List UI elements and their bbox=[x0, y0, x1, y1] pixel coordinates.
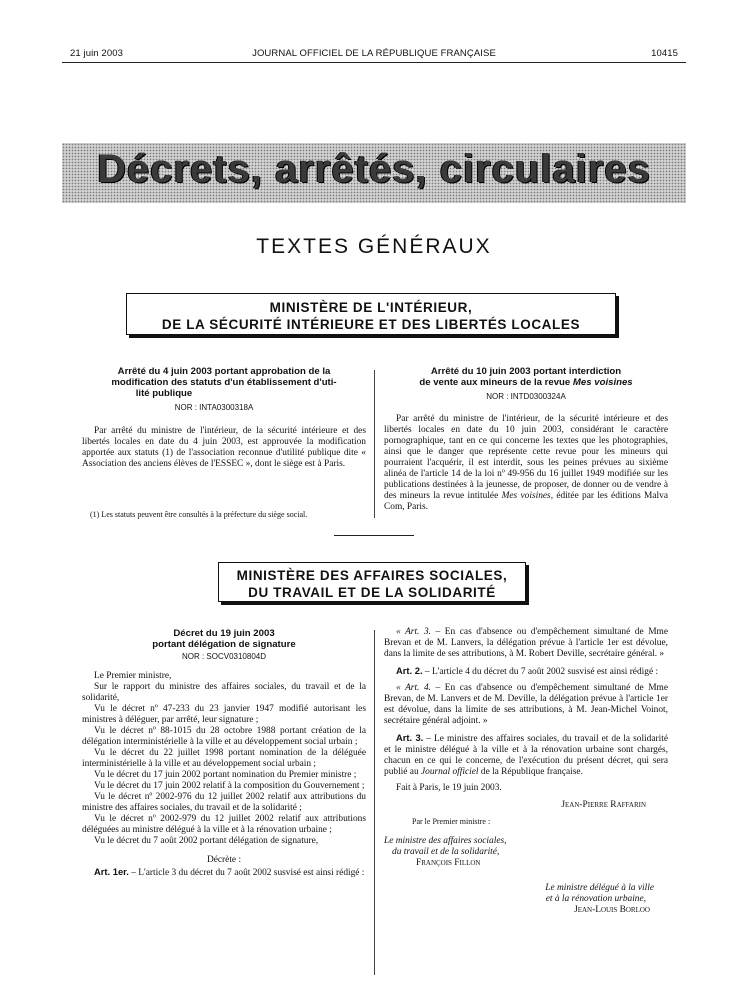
article-label: Art. 3. bbox=[396, 732, 424, 743]
nor-reference: NOR : INTD0300324A bbox=[486, 392, 566, 401]
column-divider bbox=[374, 630, 375, 975]
decrete: Décrète : bbox=[206, 855, 242, 865]
article-2 bbox=[384, 665, 668, 678]
banner-title: Décrets, arrêtés, circulaires bbox=[97, 147, 651, 191]
text-body bbox=[384, 414, 668, 513]
text-title-line: Arrêté du 10 juin 2003 portant interdiction bbox=[430, 366, 622, 377]
text-title-line: Arrêté du 4 juin 2003 portant approbation de la bbox=[117, 366, 331, 377]
nor-reference: NOR : SOCV0310804D bbox=[181, 652, 267, 661]
article-text: – En cas d'absence ou d'empêchement simultané de Mme Brevan, de M. Lanvers et de M. Deville, la délégation prévue à l'article 1er est dévolue, dans la limite de ses attributions, à M. Jean-Michel Voinot, secrétaire général adjoint. » bbox=[384, 683, 668, 726]
ministry-title-line2: DU TRAVAIL ET DE LA SOLIDARITÉ bbox=[248, 585, 496, 600]
text-title-line: lité publique bbox=[135, 388, 193, 399]
paragraph: Vu le décret nº 88-1015 du 28 octobre 1988 portant création de la délégation interministérielle à la ville et au développement social urbain ; bbox=[82, 726, 366, 747]
text-decret-19-juin bbox=[82, 628, 366, 879]
article-label: Art. 1er. bbox=[94, 866, 129, 877]
text-body bbox=[384, 627, 668, 794]
revue-name: Mes voisines bbox=[572, 377, 633, 388]
text-title-part: de vente aux mineurs de la revue bbox=[419, 377, 573, 388]
paragraph: Le Premier ministre, bbox=[94, 671, 172, 681]
article-text: – Le ministre des affaires sociales, du travail et de la solidarité et le ministre délégué à la ville et à la rénovation urbaine sont chargés, chacun en ce qui le concerne, de l'exécution du présent décret, qui sera publié au bbox=[384, 734, 668, 777]
section-title: TEXTES GÉNÉRAUX bbox=[256, 235, 492, 258]
signature-pm: Jean-Pierre Raffarin bbox=[561, 800, 646, 810]
minister-title-line: Le ministre des affaires sociales, bbox=[384, 836, 507, 846]
ministry-title-line2: DE LA SÉCURITÉ INTÉRIEURE ET DES LIBERTÉS LOCALES bbox=[161, 317, 581, 332]
ministry-box-social bbox=[218, 562, 526, 602]
body-part: , éditée par les éditions Malva Com, Paris. bbox=[384, 491, 668, 512]
paragraph: Vu le décret du 17 juin 2002 relatif à la composition du Gouvernement ; bbox=[94, 781, 365, 791]
text-body bbox=[82, 671, 366, 879]
text-arrete-4-juin bbox=[82, 366, 366, 520]
minister-affaires-sociales bbox=[384, 836, 668, 869]
page-number: 10415 bbox=[651, 48, 678, 59]
minister-title-line: Le ministre délégué à la ville bbox=[545, 883, 654, 893]
article-text: – L'article 3 du décret du 7 août 2002 susvisé est ainsi rédigé : bbox=[128, 868, 365, 878]
text-title-line: modification des statuts d'un établissement d'uti- bbox=[111, 377, 337, 388]
minister-ville bbox=[384, 883, 668, 916]
text-title-line: Décret du 19 juin 2003 bbox=[173, 628, 275, 639]
paragraph: Vu le décret nº 2002-976 du 12 juillet 2002 relatif aux attributions du ministre des affaires sociales, du travail et de la solidarité ; bbox=[82, 792, 366, 813]
article-text: – L'article 4 du décret du 7 août 2002 susvisé est ainsi rédigé : bbox=[422, 667, 659, 677]
ministry-box-interior bbox=[126, 293, 616, 335]
nor-reference: NOR : INTA0300318A bbox=[174, 403, 254, 412]
separator-rule bbox=[334, 535, 414, 536]
revue-name: Mes voisines bbox=[501, 491, 551, 501]
done-at: Fait à Paris, le 19 juin 2003. bbox=[396, 783, 502, 793]
paragraph: Vu le décret nº 47-233 du 23 janvier 1947 modifié autorisant les ministres à déléguer, par arrêté, leur signature ; bbox=[82, 704, 366, 725]
paragraph: Vu le décret nº 2002-979 du 12 juillet 2002 relatif aux attributions déléguées au ministre délégué à la ville et à la rénovation urbaine ; bbox=[82, 814, 366, 835]
signature-fillon: François Fillon bbox=[416, 858, 481, 868]
quoted-article-3 bbox=[384, 627, 668, 660]
paragraph: Vu le décret du 22 juillet 1998 portant nomination de la déléguée interministérielle à la ville et au développement social urbain ; bbox=[82, 748, 366, 769]
minister-title-line: du travail et de la solidarité, bbox=[392, 847, 500, 857]
article-text: de la République française. bbox=[478, 767, 583, 777]
column-divider bbox=[374, 370, 375, 518]
article-label: « Art. 4. bbox=[396, 683, 431, 693]
header-date: 21 juin 2003 bbox=[70, 48, 123, 59]
ministry-title-line1: MINISTÈRE DES AFFAIRES SOCIALES, bbox=[236, 568, 508, 583]
journal-title: JOURNAL OFFICIEL DE LA RÉPUBLIQUE FRANÇAISE bbox=[252, 48, 496, 59]
text-title-line: portant délégation de signature bbox=[152, 639, 296, 650]
paragraph: Vu le décret du 17 juin 2002 portant nomination du Premier ministre ; bbox=[94, 770, 357, 780]
text-decret-continued bbox=[384, 627, 668, 916]
article-3 bbox=[384, 732, 668, 778]
article-label: « Art. 3. bbox=[396, 627, 431, 637]
article-text: – En cas d'absence ou d'empêchement simultané de Mme Brevan et de M. Lanvers, la délégation prévue à l'article 1er est dévolue, dans la limite de ses attributions, à M. Robert Deville, secrétaire général. » bbox=[384, 627, 668, 659]
minister-title-line: et à la rénovation urbaine, bbox=[545, 894, 646, 904]
article-1 bbox=[82, 866, 366, 879]
paragraph: Sur le rapport du ministre des affaires sociales, du travail et de la solidarité, bbox=[82, 682, 366, 703]
quoted-article-4 bbox=[384, 683, 668, 727]
footnote: (1) Les statuts peuvent être consultés à la préfecture du siège social. bbox=[90, 510, 308, 519]
journal-name: Journal officiel bbox=[420, 767, 479, 777]
text-title bbox=[384, 366, 668, 388]
paragraph: Par arrêté du ministre de l'intérieur, de la sécurité intérieure et des libertés locales en date du 4 juin 2003, est approuvée la modification apportée aux statuts (1) de l'association reconnue d'utilité publique dite « Association des anciens élèves de l'ESSEC », dont le siège est à Paris. bbox=[82, 426, 366, 469]
body-part: Par arrêté du ministre de l'intérieur, de la sécurité intérieure et des libertés locales en date du 10 juin 2003, considérant le caractère pornographique, tant en ce qui concerne les textes que les photographies, ainsi que le danger que représente cette revue pour les mineurs qui pourraient l'acquérir, il est interdit, sous les peines prévues au sixième alinéa de l'article 14 de la loi nº 49-956 du 16 juillet 1949 modifiée sur les publications destinées à la jeunesse, de proposer, de donner ou de vendre à des mineurs la revue intitulée bbox=[384, 414, 668, 501]
text-body bbox=[82, 426, 366, 470]
text-title bbox=[82, 628, 366, 650]
by-prime-minister: Par le Premier ministre : bbox=[412, 817, 491, 826]
text-arrete-10-juin bbox=[384, 366, 668, 513]
signature-borloo: Jean-Louis Borloo bbox=[574, 905, 650, 915]
article-label: Art. 2. bbox=[396, 665, 423, 676]
paragraph bbox=[384, 414, 668, 513]
paragraph: Vu le décret du 7 août 2002 portant délégation de signature, bbox=[94, 836, 319, 846]
text-title-line bbox=[384, 377, 668, 388]
ministry-title-line1: MINISTÈRE DE L'INTÉRIEUR, bbox=[269, 300, 473, 315]
text-title bbox=[82, 366, 366, 399]
section-banner bbox=[62, 143, 686, 203]
header-rule bbox=[62, 62, 686, 63]
